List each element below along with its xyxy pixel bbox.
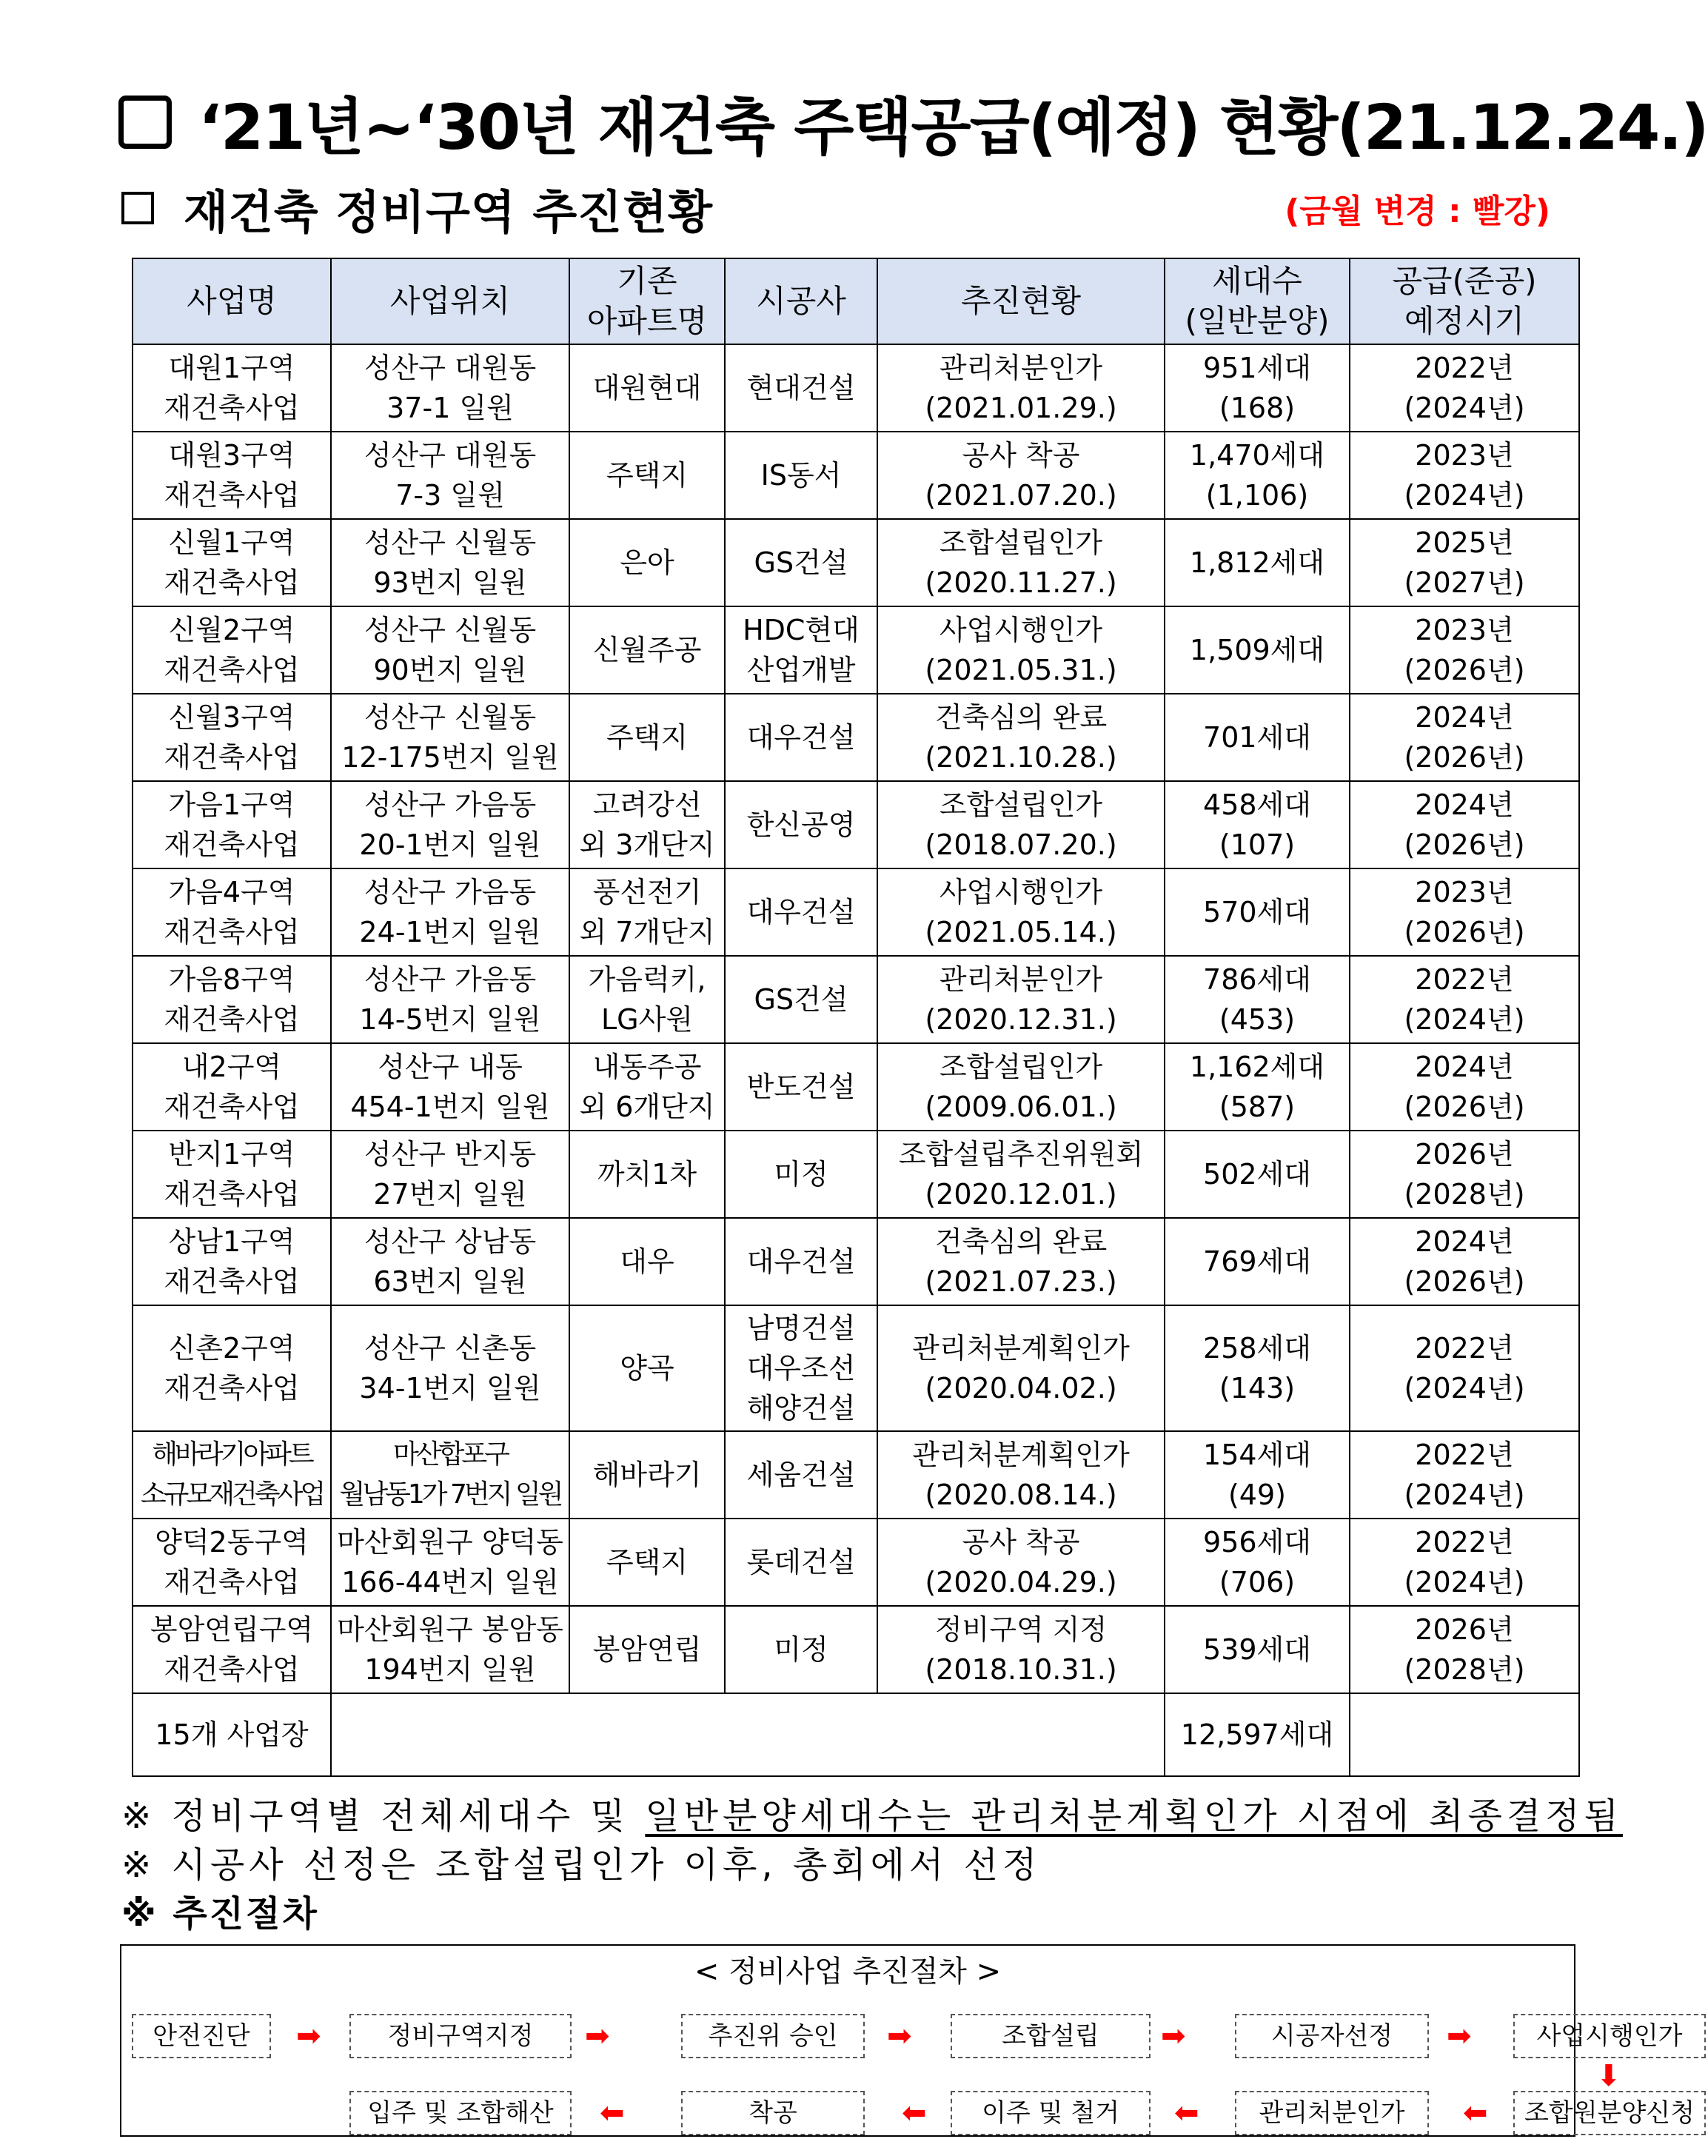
cell-status: 사업시행인가 (2021.05.31.) [877, 606, 1165, 694]
cell-supply: 2022년 (2024년) [1350, 1519, 1579, 1606]
process-step: 사업시행인가 [1513, 2014, 1706, 2058]
process-step: 안전진단 [132, 2014, 271, 2058]
total-units: 12,597세대 [1165, 1693, 1350, 1776]
cell-status: 조합설립추진위원회 (2020.12.01.) [877, 1131, 1165, 1218]
cell-supply: 2022년 (2024년) [1350, 1305, 1579, 1431]
table-row [133, 1606, 1579, 1693]
process-arrow-icon: ➡ [1447, 2019, 1472, 2053]
table-row [133, 1305, 1579, 1431]
notes [121, 1792, 1623, 1938]
table-row [133, 1431, 1579, 1519]
cell-units: 951세대 (168) [1165, 344, 1350, 432]
cell-location: 성산구 대원동 37-1 일원 [331, 344, 569, 432]
total-blank [331, 1693, 1165, 1776]
cell-builder: 세움건설 [725, 1431, 877, 1519]
table-header-row [133, 258, 1579, 344]
cell-supply: 2023년 (2024년) [1350, 432, 1579, 519]
cell-apt: 주택지 [569, 1519, 725, 1606]
cell-location: 성산구 가음동 20-1번지 일원 [331, 781, 569, 868]
cell-status: 공사 착공 (2020.04.29.) [877, 1519, 1165, 1606]
process-step: 관리처분인가 [1235, 2091, 1429, 2135]
table-row [133, 1131, 1579, 1218]
cell-name: 대원1구역 재건축사업 [133, 344, 331, 432]
cell-name: 해바라기아파트 소규모재건축사업 [133, 1431, 331, 1519]
cell-builder: 반도건설 [725, 1043, 877, 1131]
cell-apt: 주택지 [569, 432, 725, 519]
cell-status: 조합설립인가 (2009.06.01.) [877, 1043, 1165, 1131]
cell-units: 539세대 [1165, 1606, 1350, 1693]
cell-name: 내2구역 재건축사업 [133, 1043, 331, 1131]
cell-location: 성산구 신촌동 34-1번지 일원 [331, 1305, 569, 1431]
cell-name: 양덕2동구역 재건축사업 [133, 1519, 331, 1606]
cell-location: 성산구 반지동 27번지 일원 [331, 1131, 569, 1218]
cell-units: 1,470세대 (1,106) [1165, 432, 1350, 519]
title-checkbox-icon [118, 96, 172, 149]
table-row [133, 1519, 1579, 1606]
cell-supply: 2024년 (2026년) [1350, 1218, 1579, 1305]
cell-builder: 롯데건설 [725, 1519, 877, 1606]
table-row [133, 519, 1579, 606]
cell-location: 성산구 가음동 24-1번지 일원 [331, 868, 569, 956]
cell-location: 성산구 신월동 90번지 일원 [331, 606, 569, 694]
cell-name: 신월1구역 재건축사업 [133, 519, 331, 606]
table-row [133, 1043, 1579, 1131]
cell-supply: 2022년 (2024년) [1350, 344, 1579, 432]
cell-name: 반지1구역 재건축사업 [133, 1131, 331, 1218]
table-row [133, 694, 1579, 781]
cell-status: 관리처분인가 (2020.12.31.) [877, 956, 1165, 1043]
process-arrow-icon: ⬅ [1463, 2096, 1488, 2130]
cell-location: 마산합포구 월남동1가 7번지 일원 [331, 1431, 569, 1519]
cell-units: 1,162세대 (587) [1165, 1043, 1350, 1131]
process-diagram [120, 1944, 1695, 2137]
note-2: ※ 시공사 선정은 조합설립인가 이후, 총회에서 선정 [121, 1844, 1042, 1886]
cell-units: 502세대 [1165, 1131, 1350, 1218]
cell-apt: 봉암연립 [569, 1606, 725, 1693]
cell-name: 가음1구역 재건축사업 [133, 781, 331, 868]
cell-location: 마산회원구 봉암동 194번지 일원 [331, 1606, 569, 1693]
process-step: 이주 및 철거 [951, 2091, 1151, 2135]
cell-units: 701세대 [1165, 694, 1350, 781]
cell-units: 154세대 (49) [1165, 1431, 1350, 1519]
cell-supply: 2026년 (2028년) [1350, 1606, 1579, 1693]
process-step: 추진위 승인 [681, 2014, 865, 2058]
cell-units: 786세대 (453) [1165, 956, 1350, 1043]
cell-name: 상남1구역 재건축사업 [133, 1218, 331, 1305]
subtitle-row [121, 175, 1550, 241]
cell-location: 성산구 가음동 14-5번지 일원 [331, 956, 569, 1043]
cell-builder: GS건설 [725, 956, 877, 1043]
section-title: 재건축 정비구역 추진현황 [184, 184, 713, 239]
header-builder: 시공사 [725, 258, 877, 344]
process-step: 입주 및 조합해산 [349, 2091, 572, 2135]
cell-location: 마산회원구 양덕동 166-44번지 일원 [331, 1519, 569, 1606]
cell-status: 조합설립인가 (2018.07.20.) [877, 781, 1165, 868]
cell-builder: 한신공영 [725, 781, 877, 868]
cell-units: 956세대 (706) [1165, 1519, 1350, 1606]
cell-status: 정비구역 지정 (2018.10.31.) [877, 1606, 1165, 1693]
cell-builder: 미정 [725, 1131, 877, 1218]
cell-apt: 양곡 [569, 1305, 725, 1431]
cell-apt: 까치1차 [569, 1131, 725, 1218]
cell-units: 1,509세대 [1165, 606, 1350, 694]
cell-units: 258세대 (143) [1165, 1305, 1350, 1431]
header-location: 사업위치 [331, 258, 569, 344]
cell-units: 769세대 [1165, 1218, 1350, 1305]
cell-supply: 2023년 (2026년) [1350, 606, 1579, 694]
cell-builder: 대우건설 [725, 1218, 877, 1305]
cell-builder: 대우건설 [725, 694, 877, 781]
header-units: 세대수 (일반분양) [1165, 258, 1350, 344]
cell-name: 신촌2구역 재건축사업 [133, 1305, 331, 1431]
process-arrow-icon: ➡ [296, 2019, 321, 2053]
table-row [133, 868, 1579, 956]
cell-builder: 대우건설 [725, 868, 877, 956]
cell-apt: 고려강선 외 3개단지 [569, 781, 725, 868]
cell-location: 성산구 상남동 63번지 일원 [331, 1218, 569, 1305]
cell-apt: 신월주공 [569, 606, 725, 694]
table-row [133, 344, 1579, 432]
cell-builder: GS건설 [725, 519, 877, 606]
cell-units: 570세대 [1165, 868, 1350, 956]
cell-status: 관리처분계획인가 (2020.08.14.) [877, 1431, 1165, 1519]
cell-apt: 풍선전기 외 7개단지 [569, 868, 725, 956]
process-arrow-icon: ⬇ [1596, 2059, 1621, 2093]
table-row [133, 781, 1579, 868]
change-note: (금월 변경 : 빨강) [1285, 192, 1550, 230]
cell-name: 신월3구역 재건축사업 [133, 694, 331, 781]
process-arrow-icon: ➡ [585, 2019, 610, 2053]
cell-supply: 2025년 (2027년) [1350, 519, 1579, 606]
subtitle-checkbox-icon [121, 192, 154, 224]
cell-status: 관리처분계획인가 (2020.04.02.) [877, 1305, 1165, 1431]
total-row [133, 1693, 1579, 1776]
cell-name: 봉암연립구역 재건축사업 [133, 1606, 331, 1693]
cell-status: 조합설립인가 (2020.11.27.) [877, 519, 1165, 606]
cell-apt: 은아 [569, 519, 725, 606]
cell-supply: 2022년 (2024년) [1350, 956, 1579, 1043]
cell-name: 가음4구역 재건축사업 [133, 868, 331, 956]
cell-apt: 가음럭키, LG사원 [569, 956, 725, 1043]
cell-units: 1,812세대 [1165, 519, 1350, 606]
cell-supply: 2026년 (2028년) [1350, 1131, 1579, 1218]
cell-supply: 2024년 (2026년) [1350, 694, 1579, 781]
header-status: 추진현황 [877, 258, 1165, 344]
process-arrow-icon: ➡ [887, 2019, 912, 2053]
cell-builder: IS동서 [725, 432, 877, 519]
header-apt: 기존 아파트명 [569, 258, 725, 344]
cell-status: 관리처분인가 (2021.01.29.) [877, 344, 1165, 432]
table-row [133, 956, 1579, 1043]
cell-name: 신월2구역 재건축사업 [133, 606, 331, 694]
cell-units: 458세대 (107) [1165, 781, 1350, 868]
cell-builder: 미정 [725, 1606, 877, 1693]
process-arrow-icon: ⬅ [600, 2096, 625, 2130]
cell-name: 가음8구역 재건축사업 [133, 956, 331, 1043]
table-row [133, 1218, 1579, 1305]
cell-name: 대원3구역 재건축사업 [133, 432, 331, 519]
total-label: 15개 사업장 [133, 1693, 331, 1776]
process-arrow-icon: ➡ [1161, 2019, 1186, 2053]
cell-builder: 남명건설 대우조선 해양건설 [725, 1305, 877, 1431]
cell-status: 사업시행인가 (2021.05.14.) [877, 868, 1165, 956]
process-step: 정비구역지정 [349, 2014, 572, 2058]
cell-status: 건축심의 완료 (2021.07.23.) [877, 1218, 1165, 1305]
header-supply: 공급(준공) 예정시기 [1350, 258, 1579, 344]
note-3: ※ 추진절차 [121, 1893, 319, 1935]
cell-location: 성산구 내동 454-1번지 일원 [331, 1043, 569, 1131]
total-blank-2 [1350, 1693, 1579, 1776]
header-name: 사업명 [133, 258, 331, 344]
cell-supply: 2022년 (2024년) [1350, 1431, 1579, 1519]
cell-apt: 대우 [569, 1218, 725, 1305]
cell-builder: HDC현대 산업개발 [725, 606, 877, 694]
cell-builder: 현대건설 [725, 344, 877, 432]
title-row [118, 81, 1708, 164]
cell-location: 성산구 신월동 12-175번지 일원 [331, 694, 569, 781]
table-row [133, 606, 1579, 694]
table-row [133, 432, 1579, 519]
process-arrow-icon: ⬅ [1174, 2096, 1199, 2130]
cell-supply: 2024년 (2026년) [1350, 1043, 1579, 1131]
process-step: 착공 [681, 2091, 865, 2135]
cell-location: 성산구 대원동 7-3 일원 [331, 432, 569, 519]
process-arrow-icon: ⬅ [902, 2096, 927, 2130]
cell-apt: 대원현대 [569, 344, 725, 432]
process-title: < 정비사업 추진절차 > [694, 1955, 1002, 1989]
process-step: 시공자선정 [1235, 2014, 1429, 2058]
cell-supply: 2024년 (2026년) [1350, 781, 1579, 868]
cell-apt: 주택지 [569, 694, 725, 781]
project-table [132, 258, 1580, 1777]
cell-status: 건축심의 완료 (2021.10.28.) [877, 694, 1165, 781]
cell-apt: 해바라기 [569, 1431, 725, 1519]
process-step: 조합원분양신청 [1513, 2091, 1706, 2135]
process-step: 조합설립 [951, 2014, 1151, 2058]
cell-apt: 내동주공 외 6개단지 [569, 1043, 725, 1131]
note-1: ※ 정비구역별 전체세대수 및 일반분양세대수는 관리처분계획인가 시점에 최종결정됨 [121, 1795, 1623, 1837]
page-title: ‘21년~‘30년 재건축 주택공급(예정) 현황(21.12.24.) [198, 90, 1708, 164]
cell-supply: 2023년 (2026년) [1350, 868, 1579, 956]
cell-status: 공사 착공 (2021.07.20.) [877, 432, 1165, 519]
cell-location: 성산구 신월동 93번지 일원 [331, 519, 569, 606]
